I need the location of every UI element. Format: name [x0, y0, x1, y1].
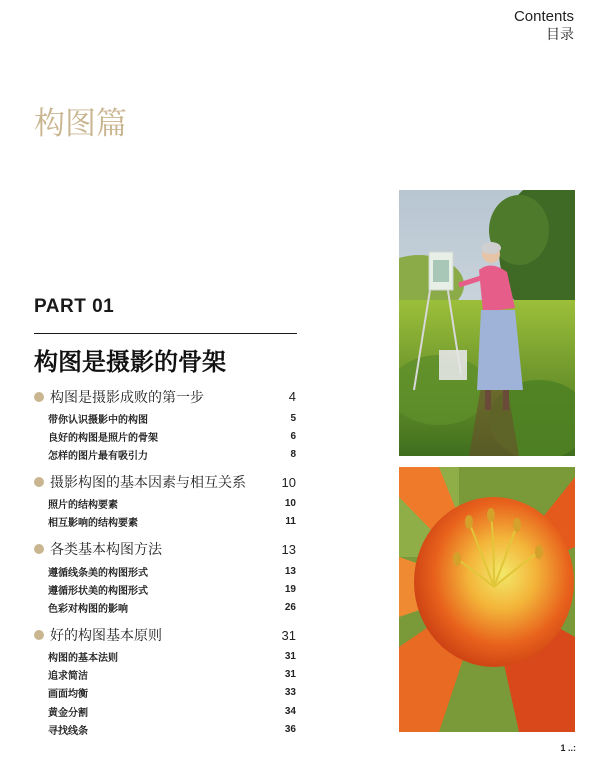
entry-title: 照片的结构要素: [48, 500, 118, 512]
entry-page: 26: [284, 601, 296, 613]
entry-page: 8: [290, 448, 296, 460]
toc-entry[interactable]: [34, 562, 296, 580]
chapter-title: 摄影构图的基本因素与相互关系: [50, 475, 246, 492]
entry-title: 遵循形状美的构图形式: [48, 585, 148, 597]
toc-chapter-group: [34, 623, 296, 739]
part-title: 构图是摄影的骨架: [34, 348, 226, 376]
entry-title: 怎样的图片最有吸引力: [48, 450, 148, 462]
toc-chapter-group: [34, 537, 296, 617]
table-of-contents: [34, 384, 296, 744]
entry-page: 31: [284, 669, 296, 681]
toc-chapter-group: [34, 384, 296, 464]
toc-chapter[interactable]: [34, 384, 296, 409]
toc-entry[interactable]: [34, 598, 296, 616]
entry-page: 31: [284, 651, 296, 663]
toc-entry[interactable]: [34, 648, 296, 666]
toc-entry[interactable]: [34, 495, 296, 513]
entry-page: 36: [284, 723, 296, 735]
toc-chapter[interactable]: [34, 623, 296, 648]
entry-title: 遵循线条美的构图形式: [48, 567, 148, 579]
entry-title: 寻找线条: [48, 725, 88, 737]
chapter-page: 13: [281, 541, 296, 557]
entry-page: 34: [284, 705, 296, 717]
toc-entry[interactable]: [34, 702, 296, 720]
entry-page: 11: [285, 516, 296, 528]
section-title: 构图篇: [34, 106, 127, 142]
header-contents-zh: 目录: [546, 27, 574, 43]
part-divider: [34, 333, 297, 334]
entry-page: 19: [284, 583, 296, 595]
entry-title: 色彩对构图的影响: [48, 603, 128, 615]
toc-chapter-group: [34, 470, 296, 531]
entry-page: 5: [290, 412, 296, 424]
bullet-icon: [34, 544, 44, 554]
page-header: [514, 8, 574, 44]
chapter-title: 各类基本构图方法: [50, 542, 162, 559]
toc-entry[interactable]: [34, 513, 296, 531]
toc-chapter[interactable]: [34, 470, 296, 495]
garden-painter-photo: [399, 190, 575, 456]
toc-entry[interactable]: [34, 427, 296, 445]
bullet-icon: [34, 392, 44, 402]
entry-page: 13: [284, 565, 296, 577]
header-contents-en: Contents: [513, 8, 574, 25]
entry-page: 6: [290, 430, 296, 442]
entry-title: 相互影响的结构要素: [48, 518, 138, 530]
chapter-page: 4: [288, 389, 296, 404]
entry-title: 追求简洁: [48, 671, 88, 683]
part-label: PART 01: [34, 296, 115, 317]
entry-title: 黄金分割: [48, 707, 88, 719]
entry-title: 画面均衡: [48, 689, 88, 701]
toc-chapter[interactable]: [34, 537, 296, 562]
toc-entry[interactable]: [34, 684, 296, 702]
bullet-icon: [34, 630, 44, 640]
bullet-icon: [34, 477, 44, 487]
entry-title: 带你认识摄影中的构图: [48, 414, 148, 426]
entry-page: 33: [284, 687, 296, 699]
entry-title: 良好的构图是照片的骨架: [48, 432, 158, 444]
chapter-title: 好的构图基本原则: [50, 628, 162, 644]
toc-entry[interactable]: [34, 720, 296, 738]
chapter-page: 31: [281, 627, 296, 643]
toc-entry[interactable]: [34, 409, 296, 427]
toc-entry[interactable]: [34, 580, 296, 598]
entry-page: 10: [284, 498, 296, 510]
toc-entry[interactable]: [34, 445, 296, 463]
lily-flower-photo: [399, 467, 575, 732]
toc-entry[interactable]: [34, 666, 296, 684]
entry-title: 构图的基本法则: [48, 653, 118, 665]
chapter-title: 构图是摄影成败的第一步: [50, 389, 204, 406]
chapter-page: 10: [281, 474, 296, 490]
page-number: 1 ..:: [560, 743, 576, 753]
